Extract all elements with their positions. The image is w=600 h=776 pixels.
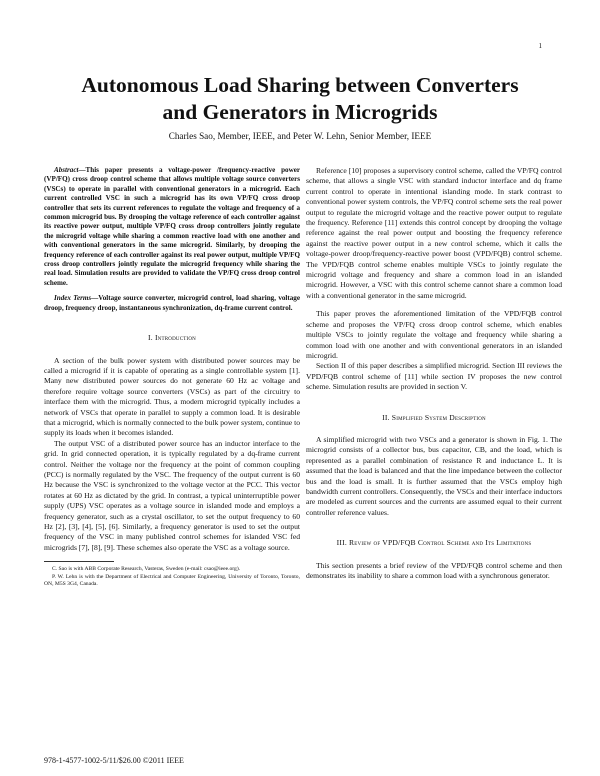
abstract-label: Abstract	[54, 166, 79, 174]
right-column	[306, 166, 562, 581]
section-1-paragraph-1: A section of the bulk power system with distributed power sources may be called a microgrid if it is capable of operating as a single controllable system [1]. Many new distributed power sources do not generate 60 Hz ac voltage and therefore require voltage source converters (VSCs) as part of the circuitry to interface them with the microgrid. Thus, a modern microgrid typically includes a network of VSCs that operate in parallel to supply a common load. It is desirable that a microgrid, which is normally connected to the bulk power system, continue to supply its loads when it becomes islanded.	[44, 355, 300, 438]
left-column	[44, 166, 300, 588]
section-1-heading: I. Introduction	[148, 333, 196, 343]
footnote-author-1: C. Sao is with ABB Corporate Research, Vasteras, Sweden (e-mail: csao@ieee.org).	[52, 566, 241, 573]
index-terms	[44, 294, 300, 313]
paper-title	[40, 72, 560, 126]
section-2-heading: II. Simplified System Description	[382, 412, 486, 422]
footnote-author-2: P. W. Lehn is with the Department of Electrical and Computer Engineering, University of Toronto, Toronto, ON, M5S 3G4, Canada.	[44, 573, 300, 588]
title-line-2: and Generators in Microgrids	[162, 100, 438, 124]
section-3-heading: III. Review of VPD/FQB Control Scheme and Its Limitations	[336, 538, 532, 548]
index-terms-text: —Voltage source converter, microgrid control, load sharing, voltage droop, frequency droop, instantaneous synchronization, dq-frame current control.	[44, 294, 300, 312]
section-3-paragraph-1: This section presents a brief review of the VPD/FQB control scheme and then demonstrates its inability to share a common load with a synchronous generator.	[306, 560, 562, 580]
abstract-text: —This paper presents a voltage-power /frequency-reactive power (VP/FQ) cross droop control scheme that allows multiple voltage source converters (VSCs) to operate in parallel with conventional generators in a microgrid. Each current controlled VSC in such a microgrid has its own VP/FQ cross droop controller that sets its current references to regulate the voltage and frequency of a common microgrid bus. By drooping the voltage reference of each controller against its reactive power output, multiple VP/FQ cross droop controllers jointly regulate the microgrid voltage while sharing a common reactive load with one another and with conventional generators in the same microgrid. Similarly, by drooping the frequency reference of each controller against its real power output, multiple VP/FQ cross droop controllers jointly regulate the microgrid frequency while sharing the real load. Simulation results are provided to validate the VP/FQ cross droop control scheme.	[44, 166, 300, 287]
section-1-paragraph-2: The output VSC of a distributed power source has an inductor interface to the grid. In grid connected operation, it is typically regulated by a dq-frame current control. Neither the voltage nor the frequency at the point of common coupling (PCC) is normally regulated by the VSC. The frequency of the output current is 60 Hz because the VSC is synchronized to the voltage vector at the PCC. This vector rotates at 60 Hz as dictated by the grid. In contrast, a typical uninterruptible power supply (UPS) VSC operates as a voltage source in islanded mode and employs a frequency generator, such as a crystal oscillator, to set the output frequency to 60 Hz [2], [3], [4], [5], [6]. Similarly, a frequency generator is used to set the output frequency of the VSC in many published control schemes for islanded VSC fed microgrids [7], [8], [9]. These schemes also operate the VSC as a voltage source.	[44, 438, 300, 552]
footnote-divider	[44, 561, 114, 562]
author-line: Charles Sao, Member, IEEE, and Peter W. Lehn, Senior Member, IEEE	[168, 131, 432, 141]
page-number: 1	[538, 42, 542, 50]
right-paragraph-3: Section II of this paper describes a simplified microgrid. Section III reviews the VPD/FQB control scheme of [11] while section IV proposes the new control scheme. Simulation results are provided in section V.	[306, 361, 562, 392]
copyright-line: 978-1-4577-1002-5/11/$26.00 ©2011 IEEE	[44, 756, 184, 765]
right-paragraph-2: This paper proves the aforementioned limitation of the VPD/FQB control scheme and proposes the VP/FQ cross droop control scheme, which enables multiple VSCs to jointly regulate the voltage and frequency while sharing a common load with one another and with conventional generators in an islanded microgrid.	[306, 309, 562, 360]
section-2-paragraph-1: A simplified microgrid with two VSCs and a generator is shown in Fig. 1. The microgrid consists of a collector bus, bus capacitor, CB, and the load, which is represented as a parallel combination of resistance R and inductance L. It is assumed that the load is balanced and that the line impedance between the collector bus and the load is small. It is further assumed that the VSCs employ high bandwidth current controllers. Consequently, the VSCs and their interface inductors are modeled as current sources and the currents are assumed equal to their current controller reference values.	[306, 434, 562, 517]
right-paragraph-1: Reference [10] proposes a supervisory control scheme, called the VP/FQ control scheme, that allows a single VSC with standard inductor interface and dq frame current control to operate in intentional islanding mode. In stark contrast to conventional power system controls, the VP/FQ control scheme sets the real power output to regulate the microgrid voltage and the reactive power output to regulate the frequency. Reference [11] extends this control concept by drooping the voltage reference against the real power output and boosting the frequency reference against the reactive power output in a new control scheme, which it calls the voltage-power droop/frequency-reactive power boost (VPD/FQB) control scheme. The VPD/FQB control scheme enables multiple VSCs to jointly regulate the microgrid voltage and frequency and share a common load in an islanded microgrid. However, a VSC with this control scheme cannot share a common load with a conventional generator in the same microgrid.	[306, 166, 562, 300]
paragraph-gap	[306, 301, 562, 309]
title-line-1: Autonomous Load Sharing between Converters	[81, 73, 519, 97]
abstract	[44, 166, 300, 288]
index-terms-label: Index Terms	[54, 294, 92, 303]
